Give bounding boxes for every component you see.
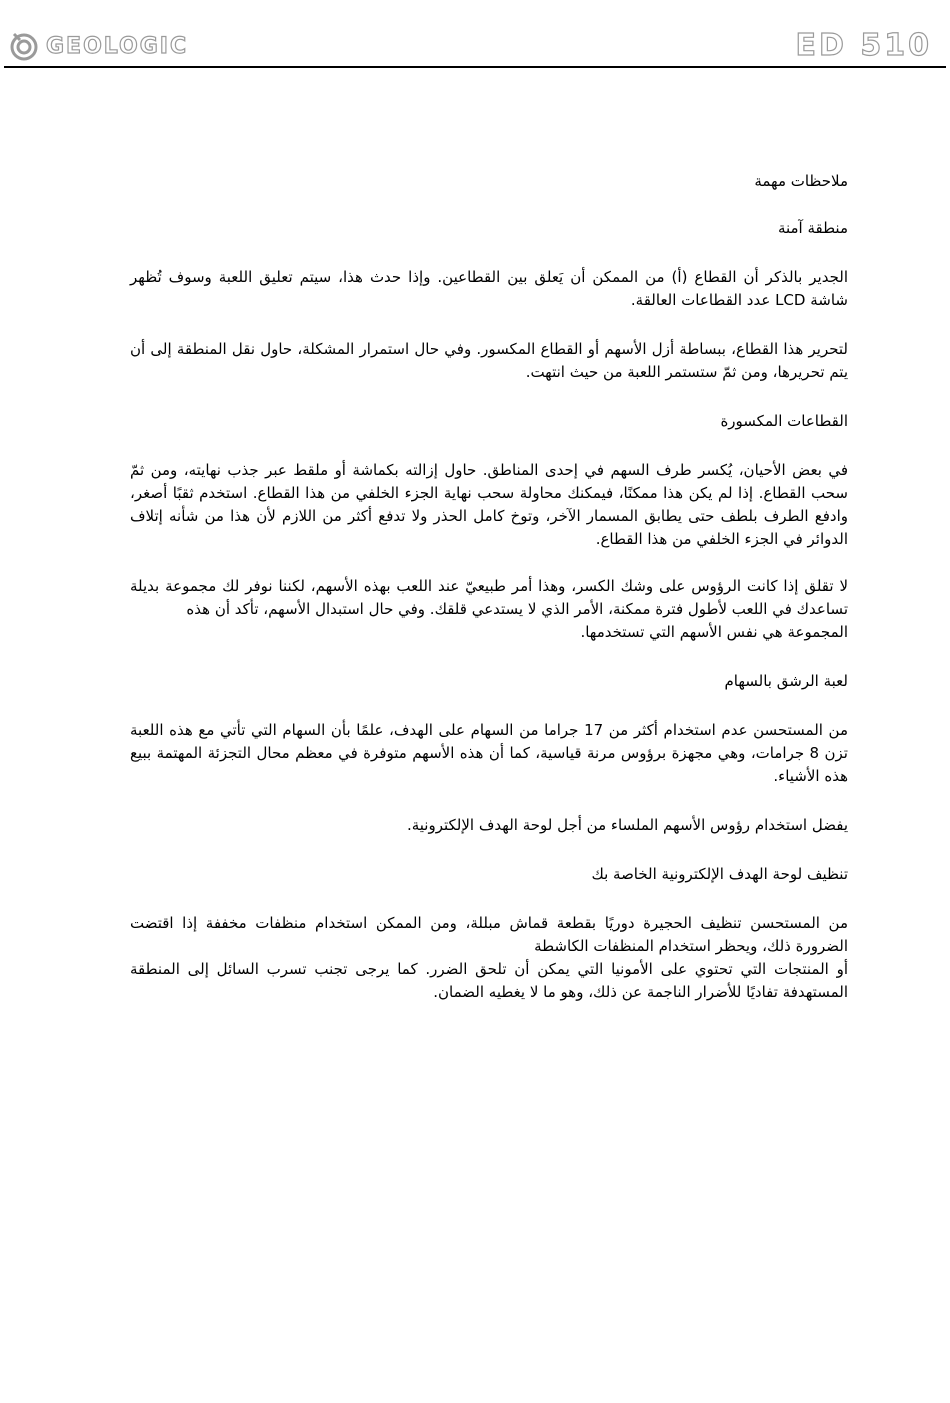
safe-zone-title: منطقة آمنة [777,219,848,237]
broken-segments-paragraph-2-last-line: المجموعة هي نفس الأسهم التي تستخدمها. [580,623,848,641]
brand-logo [8,26,188,66]
notes-title: ملاحظات مهمة [754,172,848,190]
broken-segments-paragraph-2: لا تقلق إذا كانت الرؤوس على وشك الكسر، وهذا أمر طبيعيّ عند اللعب بهذه الأسهم، لكننا نوفر لك مجموعة بديلة تساعدك في اللعب لأطول فترة ممكنة، الأمر الذي لا يستدعي قلقك. وفي حال استبدال الأسهم، تأكد أن هذه [130,577,848,618]
broken-segments-paragraph-1: في بعض الأحيان، يُكسر طرف السهم في إحدى المناطق. حاول إزالته بكماشة أو ملقط عبر جذب نهايته، ومن ثمّ سحب القطاع. إذا لم يكن هذا ممكنًا، فيمكنك محاولة سحب نهاية الجزء الخلفي من هذا القطاع. استخدم ثقبًا أصغر، وادفع الطرف بلطف حتى يطابق المسمار الآخر، وتوخ كامل الحذر ولا تدفع أكثر من اللازم لأن هذا من شأنه إتلاف الدوائر في الجزء الخلفي من هذا القطاع. [130,461,848,548]
page-header [0,0,950,70]
safe-zone-paragraph-1: الجدير بالذكر أن القطاع (أ) من الممكن أن يَعلق بين القطاعين. وإذا حدث هذا، سيتم تعليق اللعبة وسوف تُظهر شاشة LCD عدد القطاعات العالقة. [130,268,848,309]
document-body [130,170,848,1004]
geologic-swirl-icon [8,30,40,62]
cleaning-title: تنظيف لوحة الهدف الإلكترونية الخاصة بك [591,865,848,883]
safe-zone-paragraph-2: لتحرير هذا القطاع، ببساطة أزل الأسهم أو القطاع المكسور. وفي حال استمرار المشكلة، حاول نقل المنطقة إلى أن يتم تحريرها، ومن ثمّ ستستمر اللعبة من حيث انتهت. [130,340,848,381]
model-number: ED 510 [795,28,932,63]
darts-paragraph-2: يفضل استخدام رؤوس الأسهم الملساء من أجل لوحة الهدف الإلكترونية. [406,816,848,834]
darts-title: لعبة الرشق بالسهام [724,672,848,690]
brand-name: GEOLOGIC [46,33,189,59]
header-divider [4,66,946,68]
cleaning-paragraph-2: أو المنتجات التي تحتوي على الأمونيا التي يمكن أن تلحق الضرر. كما يرجى تجنب تسرب السائل إلى المنطقة المستهدفة تفاديًا للأضرار الناجمة عن ذلك، وهو ما لا يغطيه الضمان. [130,960,848,1001]
cleaning-paragraph-1: من المستحسن تنظيف الحجيرة دوريًا بقطعة قماش مبللة، ومن الممكن استخدام منظفات مخففة إذا اقتضت الضرورة ذلك، ويحظر استخدام المنظفات الكاشطة [130,914,848,955]
broken-segments-title: القطاعات المكسورة [720,412,848,430]
darts-paragraph-1: من المستحسن عدم استخدام أكثر من 17 جراما من السهام على الهدف، علمًا بأن السهام التي تأتي مع هذه اللعبة تزن 8 جرامات، وهي مجهزة برؤوس مرنة قياسية، كما أن هذه الأسهم متوفرة في معظم محال التجزئة المهتمة ببيع هذه الأشياء. [130,721,848,785]
